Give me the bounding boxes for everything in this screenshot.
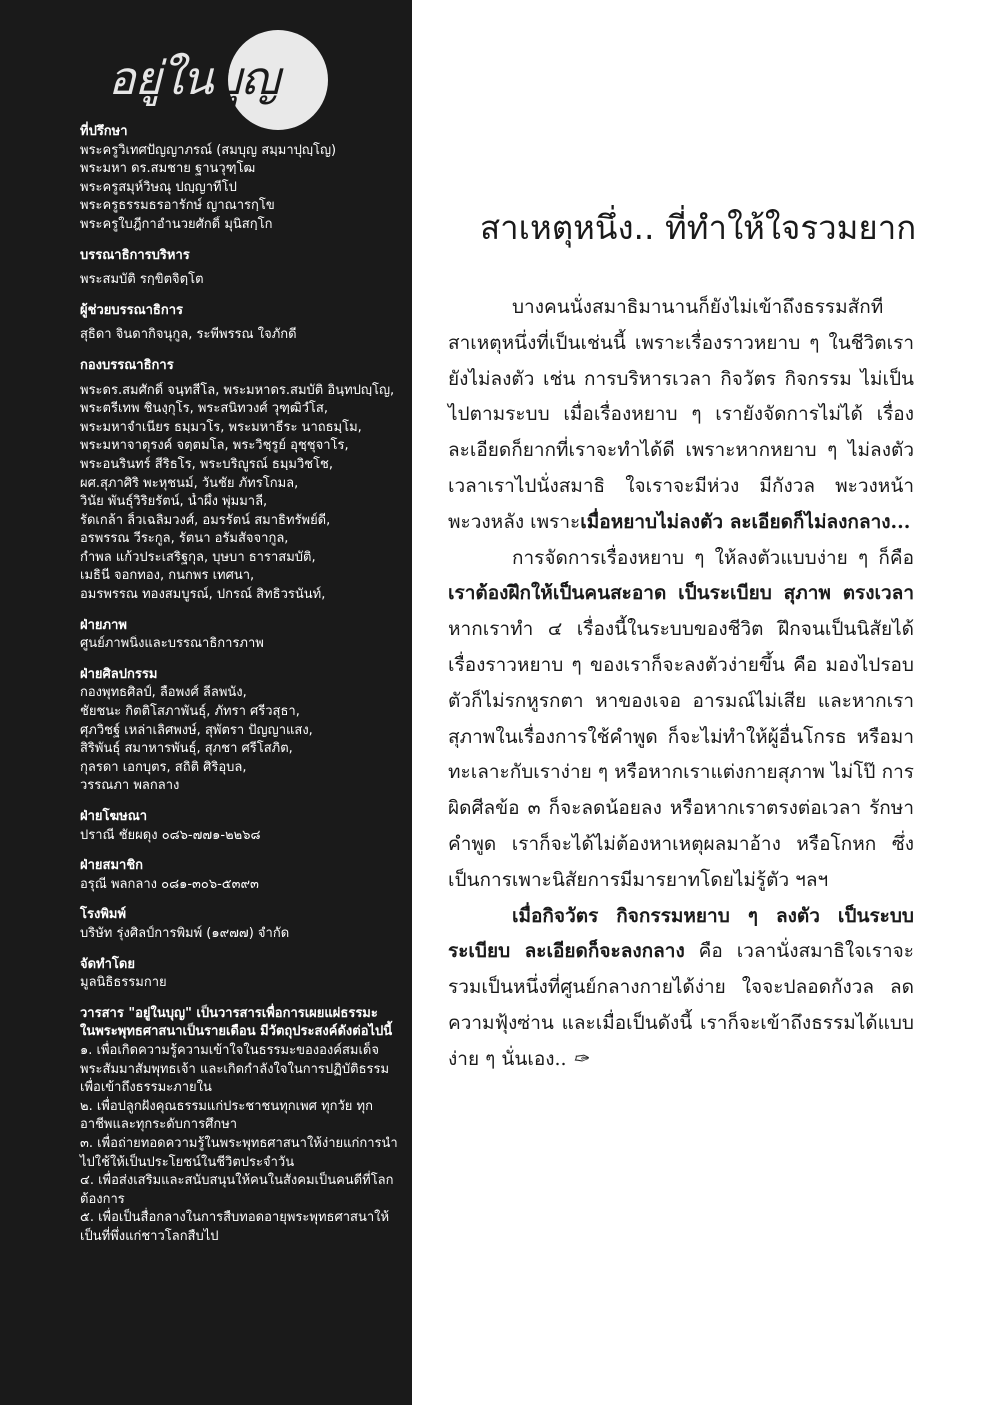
mission-item: ๓. เพื่อถ่ายทอดความรู้ในพระพุทธศาสนาให้ง่ายแก่การนำไปใช้ให้เป็นประโยชน์ในชีวิตประจำวัน xyxy=(80,1135,398,1170)
section-title: ฝ่ายศิลปกรรม xyxy=(80,666,158,682)
credit-line: วินัย พันธุ์วิริยรัตน์, น้ำผึ้ง พุ่มมาลี, xyxy=(80,494,268,510)
advisors-section xyxy=(80,123,398,235)
mission-section xyxy=(80,1005,398,1247)
credit-line: ศุภวิชฐ์ เหล่าเลิศพงษ์, สุพัตรา ปัญญาแสง, xyxy=(80,722,313,738)
mission-title: วารสาร "อยู่ในบุญ" เป็นวารสารเพื่อการเผยแผ่ธรรมะ xyxy=(80,1005,378,1021)
credit-line: กองพุทธศิลป์, ลือพงศ์ ลีลพนัง, xyxy=(80,685,247,701)
credit-line: อมรพรรณ ทองสมบูรณ์, ปกรณ์ สิทธิวรนันท์, xyxy=(80,587,326,603)
section-title: บรรณาธิการบริหาร xyxy=(80,247,190,263)
section-title: จัดทำโดย xyxy=(80,956,135,972)
credit-line: ปราณี ชัยผดุง ๐๘๖-๗๗๑-๒๒๖๘ xyxy=(80,827,261,843)
article-paragraph xyxy=(448,541,914,899)
paragraph-text: การจัดการเรื่องหยาบ ๆ ให้ลงตัวแบบง่าย ๆ ก็คือ xyxy=(512,546,914,569)
credit-line: พระครูสมุห์วิษณุ ปญฺญาทีโป xyxy=(80,179,237,195)
article-title: สาเหตุหนึ่ง.. ที่ทำให้ใจรวมยาก xyxy=(480,208,917,247)
credit-line: สุธิดา จินดากิจนุกูล, ระพีพรรณ ใจภักดี xyxy=(80,327,297,343)
article-paragraph xyxy=(448,290,914,541)
masthead-credits xyxy=(80,123,398,1246)
credit-line: อรพรรณ วีระกูล, รัตนา อรัมสัจจากูล, xyxy=(80,531,289,547)
logo-wordmark: อยู่ในบุญ xyxy=(108,51,279,105)
section-title: ผู้ช่วยบรรณาธิการ xyxy=(80,302,184,318)
credit-line: ศูนย์ภาพนิ่งและบรรณาธิการภาพ xyxy=(80,636,264,652)
credit-line: พระครูใบฎีกาอำนวยศักดิ์ มุนิสกฺโก xyxy=(80,216,273,232)
credit-line: ชัยชนะ กิตติโสภาพันธุ์, ภัทรา ศรีวสุธา, xyxy=(80,704,300,720)
quill-end-icon: ✑ xyxy=(572,1047,589,1070)
credit-line: พระมหา ดร.สมชาย ฐานวุฑฺโฒ xyxy=(80,161,256,177)
editorial-section xyxy=(80,357,398,605)
exec-editor-section xyxy=(80,247,398,290)
asst-editor-section xyxy=(80,302,398,345)
credit-line: พระมหาจาตุรงค์ จตฺตมโล, พระวิชฺรูย์ อุชฺชุจาโร, xyxy=(80,438,349,454)
credit-line: กุลรดา เอกบุตร, สถิติ ศิริอุบล, xyxy=(80,759,247,775)
emphasis-text: เมื่อกิจวัตร กิจกรรมหยาบ ๆ ลงตัว เป็นระบบระเบียบ ละเอียดก็จะลงกลาง xyxy=(448,904,914,963)
magazine-logo xyxy=(0,0,412,120)
credit-line: สิริพันธุ์ สมาหารพันธุ์, สุภชา ศรีโสภิต, xyxy=(80,741,293,757)
mission-item: ๑. เพื่อเกิดความรู้ความเข้าใจในธรรมะขององค์สมเด็จพระสัมมาสัมพุทธเจ้า และเกิดกำลังใจในการปฏิบัติธรรม เพื่อเข้าถึงธรรมะภายใน xyxy=(80,1042,390,1096)
credit-line: กำพล แก้วประเสริฐกุล, บุษบา ธาราสมบัติ, xyxy=(80,549,316,565)
paragraph-text: หากเราทำ ๔ เรื่องนี้ในระบบของชีวิต ฝึกจนเป็นนิสัยได้ เรื่องราวหยาบ ๆ ของเราก็จะลงตัวง่ายขึ้น คือ มองไปรอบตัวก็ไม่รกหูรกตา หาของเจอ อารมณ์ไม่เสีย และหากเราสุภาพในเรื่องการใช้คำพูด ก็จะไม่ทำให้ผู้อื่นโกรธ หรือมาทะเลาะกับเราง่าย ๆ หรือหากเราแต่งกายสุภาพ ไม่โป๊ การผิดศีลข้อ ๓ ก็จะลดน้อยลง หรือหากเราตรงต่อเวลา รักษาคำพูด เราก็จะได้ไม่ต้องหาเหตุผลมาอ้าง หรือโกหก ซึ่งเป็นการเพาะนิสัยการมีมารยาทโดยไม่รู้ตัว ฯลฯ xyxy=(448,618,914,891)
masthead-sidebar xyxy=(0,0,412,1405)
section-title: ที่ปรึกษา xyxy=(80,124,128,139)
members-section xyxy=(80,857,398,894)
section-title: กองบรรณาธิการ xyxy=(80,357,174,373)
ads-section xyxy=(80,808,398,845)
credit-line: พระครูวิเทศปัญญาภรณ์ (สมบุญ สมฺมาปุญฺโญ) xyxy=(80,142,337,158)
section-title: ฝ่ายภาพ xyxy=(80,617,127,633)
art-section xyxy=(80,666,398,796)
section-title: ฝ่ายโฆษณา xyxy=(80,809,148,824)
photo-section xyxy=(80,617,398,654)
article-body xyxy=(448,290,914,1078)
credit-line: ผศ.สุภาศิริ พะหุชนม์, วันชัย ภัทรโกมล, xyxy=(80,475,299,491)
credit-line: เมธินี จอกทอง, กนกพร เทศนา, xyxy=(80,568,255,584)
mission-item: ๔. เพื่อส่งเสริมและสนับสนุนให้คนในสังคมเป็นคนดีที่โลกต้องการ xyxy=(80,1173,394,1207)
credit-line: มูลนิธิธรรมกาย xyxy=(80,975,167,991)
paragraph-text: บางคนนั่งสมาธิมานานก็ยังไม่เข้าถึงธรรมสักที สาเหตุหนึ่งที่เป็นเช่นนี้ เพราะเรื่องราวหยาบ ๆ ในชีวิตเรายังไม่ลงตัว เช่น การบริหารเวลา กิจวัตร กิจกรรม ไม่เป็นไปตามระบบ เมื่อเรื่องหยาบ ๆ เรายังจัดการไม่ได้ เรื่องละเอียดก็ยากที่เราจะทำได้ดี เพราะหากหยาบ ๆ ไม่ลงตัว เวลาเราไปนั่งสมาธิ ใจเราจะมีห่วง มีกังวล พะวงหน้าพะวงหลัง เพราะ xyxy=(448,296,914,533)
article-paragraph xyxy=(448,899,914,1078)
credit-line: อรุณี พลกลาง ๐๘๑-๓๐๖-๕๓๙๓ xyxy=(80,876,259,892)
emphasis-text: เราต้องฝึกให้เป็นคนสะอาด เป็นระเบียบ สุภาพ ตรงเวลา xyxy=(448,582,914,605)
mission-item: ๕. เพื่อเป็นสื่อกลางในการสืบทอดอายุพระพุทธศาสนาให้เป็นที่พึ่งแก่ชาวโลกสืบไป xyxy=(80,1210,390,1244)
paragraph-text: คือ เวลานั่งสมาธิใจเราจะรวมเป็นหนึ่งที่ศูนย์กลางกายได้ง่าย ใจจะปลอดกังวล ลดความฟุ้งซ่าน และเมื่อเป็นดังนี้ เราก็จะเข้าถึงธรรมได้แบบง่าย ๆ นั่นเอง.. xyxy=(448,940,914,1070)
credit-line: บริษัท รุ่งศิลป์การพิมพ์ (๑๙๗๗) จำกัด xyxy=(80,925,290,941)
printer-section xyxy=(80,906,398,943)
mission-title: ในพระพุทธศาสนาเป็นรายเดือน มีวัตถุประสงค์ดังต่อไปนี้ xyxy=(80,1024,393,1040)
credit-line: รัดเกล้า ลิ้วเฉลิมวงศ์, อมรรัตน์ สมาธิทรัพย์ดี, xyxy=(80,512,331,528)
credit-line: พระมหาจำเนียร ธมฺมวโร, พระมหาธีระ นาถธมฺโม, xyxy=(80,419,362,435)
credit-line: พระสมบัติ รกฺขิตจิตฺโต xyxy=(80,272,204,288)
section-title: โรงพิมพ์ xyxy=(80,907,127,923)
emphasis-text: เมื่อหยาบไม่ลงตัว ละเอียดก็ไม่ลงกลาง... xyxy=(580,510,911,533)
credit-line: พระตรีเทพ ชินงฺกุโร, พระสนิทวงศ์ วุฑฺฒิวํโส, xyxy=(80,401,328,417)
section-title: ฝ่ายสมาชิก xyxy=(80,858,144,874)
credit-line: พระครูธรรมธรอารักษ์ ญาณารกฺโข xyxy=(80,198,275,214)
credit-line: พระดร.สมศักดิ์ จนฺทสีโล, พระมหาดร.สมบัติ อินฺทปญฺโญ, xyxy=(80,382,395,398)
publisher-section xyxy=(80,956,398,993)
credit-line: วรรณภา พลกลาง xyxy=(80,778,180,794)
mission-item: ๒. เพื่อปลูกฝังคุณธรรมแก่ประชาชนทุกเพศ ทุกวัย ทุกอาชีพและทุกระดับการศึกษา xyxy=(80,1098,374,1133)
credit-line: พระอนรินทร์ สีริธโร, พระบริญูรณ์ ธมฺมวิชโช, xyxy=(80,456,334,472)
